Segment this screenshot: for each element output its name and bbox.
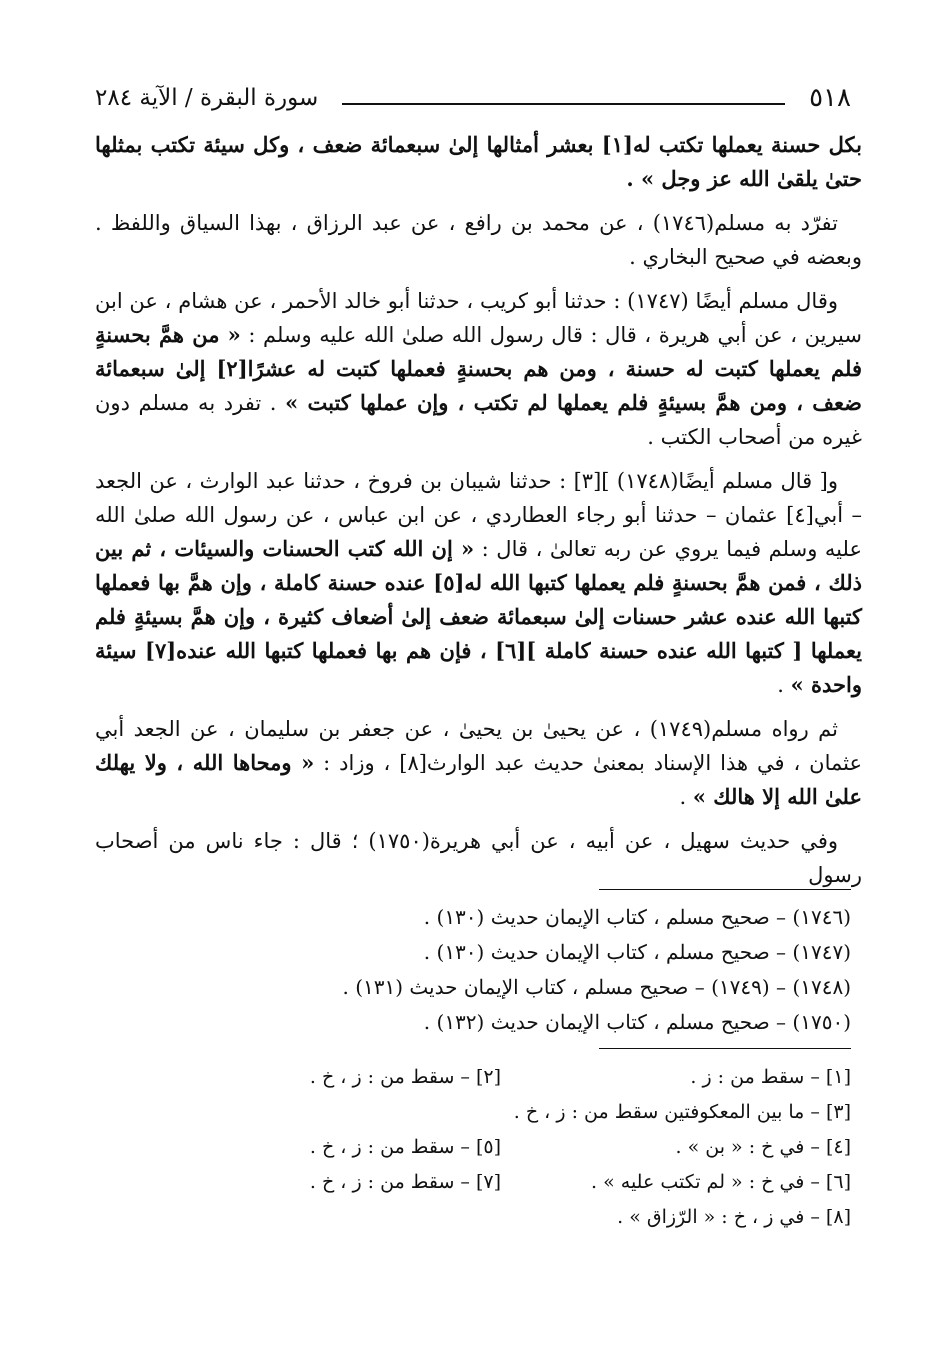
page-number: ٥١٨ xyxy=(809,83,851,113)
paragraph-5-intro: ثم رواه مسلم(١٧٤٩) ، عن يحيىٰ بن يحيىٰ ، عن جعفر بن سليمان ، عن الجعد أبي عثمان ، في هذا الإسناد بمعنىٰ حديث عبد الوارث[٨] ، وزاد : xyxy=(95,717,863,775)
paragraph-3-intro: وقال مسلم أيضًا (١٧٤٧) : حدثنا أبو كريب ، حدثنا أبو خالد الأحمر ، عن هشام ، عن ابن سيرين ، عن أبي هريرة ، قال : قال رسول الله صلىٰ الله عليه وسلم : xyxy=(95,289,862,347)
paragraph-4 xyxy=(95,464,862,702)
page-header xyxy=(95,78,851,118)
paragraph-1: بكل حسنة يعملها تكتب له[١] بعشر أمثالها إلىٰ سبعمائة ضعف ، وكل سيئة تكتب بمثلها حتىٰ يلقىٰ الله عز وجل » . xyxy=(95,132,862,191)
footnote-row xyxy=(151,1165,851,1200)
footnote-8: [٨] – في ز ، خ : « الرّزاق » . xyxy=(617,1206,851,1228)
references-list xyxy=(91,900,851,1040)
footnote-row xyxy=(151,1060,851,1095)
header-rule xyxy=(342,103,785,105)
footnote-1: [١] – سقط من : ز . xyxy=(690,1066,851,1088)
footnotes-list xyxy=(151,1060,851,1235)
paragraph-4-intro: و[ قال مسلم أيضًا(١٧٤٨) ][٣] : حدثنا شيبان بن فروخ ، حدثنا عبد الوارث ، عن الجعد – أبي[٤] عثمان – حدثنا أبو رجاء العطاردي ، عن ابن عباس ، عن رسول الله صلىٰ الله عليه وسلم فيما يروي عن ربه تعالىٰ ، قال : xyxy=(95,469,862,561)
paragraph-4-outro: . xyxy=(777,673,791,697)
paragraph-5 xyxy=(95,712,862,814)
footnote-4: [٤] – في خ : « بن » . xyxy=(675,1136,851,1158)
paragraph-4-hadith: « إن الله كتب الحسنات والسيئات ، ثم بين ذلك ، فمن همَّ بحسنةٍ فلم يعملها كتبها الله له[٥] عنده حسنة كاملة ، وإن همَّ بها فعملها كتبها الله عنده عشر حسنات إلىٰ سبعمائة ضعف إلىٰ أضعاف كثيرة ، وإن همَّ بسيئةٍ فلم يعملها [ كتبها الله عنده حسنة كاملة ][٦] ، فإن هم بها فعملها كتبها الله عنده[٧] سيئة واحدة » xyxy=(95,536,862,697)
reference-item: (١٧٤٨) – (١٧٤٩) – صحيح مسلم ، كتاب الإيمان حديث (١٣١) . xyxy=(342,975,851,999)
paragraph-6: وفي حديث سهيل ، عن أبيه ، عن أبي هريرة(١٧٥٠) ؛ قال : جاء ناس من أصحاب رسول xyxy=(95,829,862,887)
paragraph-5-hadith: « ومحاها الله ، ولا يهلك علىٰ الله إلا هالك » xyxy=(95,750,862,809)
reference-item: (١٧٤٦) – صحيح مسلم ، كتاب الإيمان حديث (١٣٠) . xyxy=(423,905,851,929)
main-text xyxy=(95,128,862,902)
footnote-7: [٧] – سقط من : ز ، خ . xyxy=(309,1171,501,1193)
paragraph-5-outro: . xyxy=(679,785,693,809)
running-title: سورة البقرة / الآية ٢٨٤ xyxy=(95,85,319,111)
footnote-6: [٦] – في خ : « لم تكتب عليه » . xyxy=(591,1171,851,1193)
reference-item: (١٧٥٠) – صحيح مسلم ، كتاب الإيمان حديث (١٣٢) . xyxy=(423,1010,851,1034)
paragraph-3-hadith: « من همَّ بحسنةٍ فلم يعملها كتبت له حسنة ، ومن هم بحسنةٍ فعملها كتبت له عشرًا[٢] إلىٰ سبعمائة ضعف ، ومن همَّ بسيئةٍ فلم يعملها لم تكتب ، وإن عملها كتبت » xyxy=(95,322,863,415)
reference-item: (١٧٤٧) – صحيح مسلم ، كتاب الإيمان حديث (١٣٠) . xyxy=(423,940,851,964)
footnote-5: [٥] – سقط من : ز ، خ . xyxy=(309,1136,501,1158)
paragraph-2: تفرّد به مسلم(١٧٤٦) ، عن محمد بن رافع ، عن عبد الرزاق ، بهذا السياق واللفظ . وبعضه في صحيح البخاري . xyxy=(95,211,862,269)
footnote-row xyxy=(151,1200,851,1235)
footnote-row xyxy=(151,1130,851,1165)
footnote-3: [٣] – ما بين المعكوفتين سقط من : ز ، خ . xyxy=(513,1101,851,1123)
references-rule xyxy=(599,889,851,890)
paragraph-3-outro: . تفرد به مسلم دون غيره من أصحاب الكتب . xyxy=(95,391,862,449)
paragraph-3 xyxy=(95,284,862,454)
footnote-2: [٢] – سقط من : ز ، خ . xyxy=(309,1066,501,1088)
footnote-row xyxy=(151,1095,851,1130)
notes-rule xyxy=(599,1048,851,1049)
